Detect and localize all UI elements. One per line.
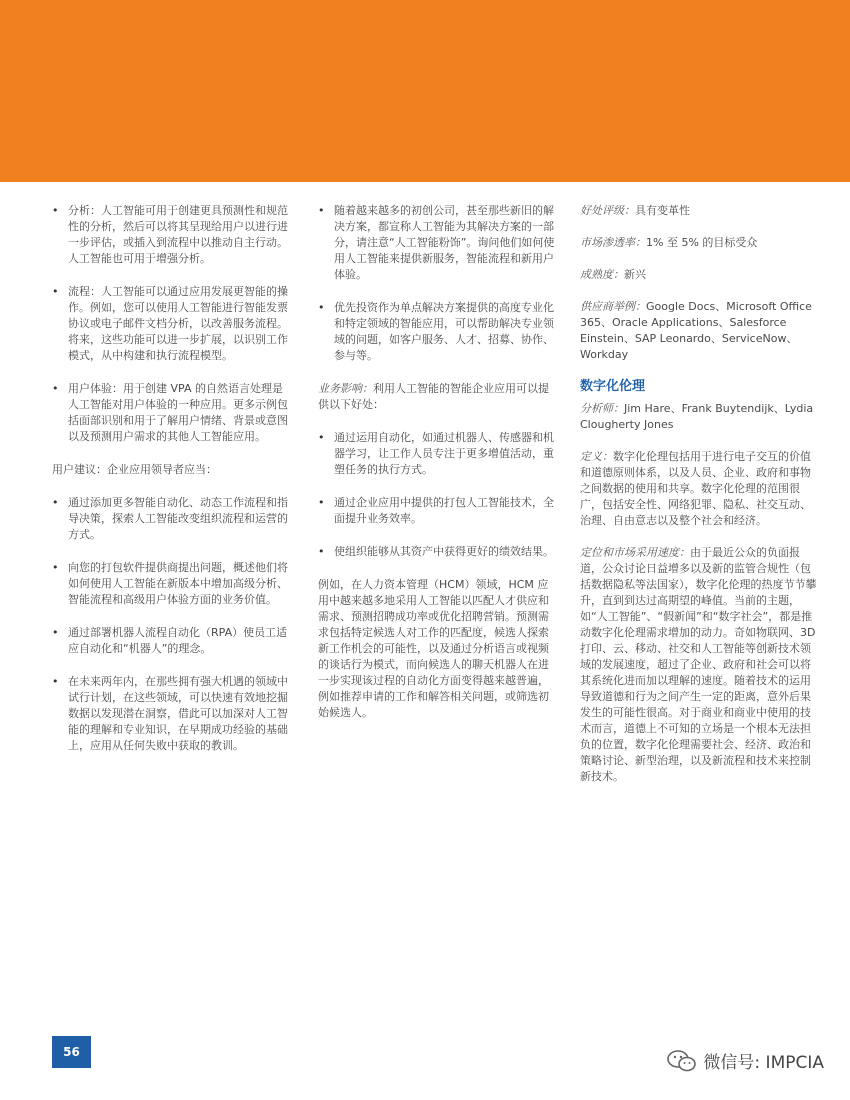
business-impact-label: 业务影响： bbox=[318, 382, 373, 395]
market-penetration bbox=[580, 235, 820, 251]
maturity bbox=[580, 267, 820, 283]
list-item: • 在未来两年内，在那些拥有强大机遇的领域中试行计划，在这些领域，可以快速有效地挖掘数据以发现潜在洞察，借此可以加深对人工智能的理解和专业知识，在早期成功经验的基础上，应用从任何失败中获取的教训。 bbox=[52, 674, 292, 754]
user-advice-heading: 用户建议：企业应用领导者应当： bbox=[52, 463, 217, 476]
list-item: • 通过企业应用中提供的打包人工智能技术，全面提升业务效率。 bbox=[318, 495, 556, 527]
list-item: • 通过部署机器人流程自动化（RPA）使员工适应自动化和“机器人”的理念。 bbox=[52, 625, 292, 657]
business-impact-text: 利用人工智能的智能企业应用可以提供以下好处： bbox=[318, 382, 549, 411]
bullet-list-a bbox=[318, 203, 556, 364]
bullet-list-a bbox=[52, 203, 292, 445]
wechat-icon bbox=[667, 1050, 697, 1072]
wechat-watermark bbox=[667, 1048, 824, 1073]
list-item: • 流程：人工智能可以通过应用发展更智能的操作。例如，您可以使用人工智能进行智能发票协议或电子邮件文档分析，以改善服务流程。将来，这些功能可以进一步扩展，以识别工作模式，从中构建和执行流程模型。 bbox=[52, 284, 292, 364]
maturity-value: 新兴 bbox=[624, 268, 646, 281]
list-item: • 用户体验：用于创建 VPA 的自然语言处理是人工智能对用户体验的一种应用。更多示例包括面部识别和用于了解用户情绪、背景或意图以及预测用户需求的其他人工智能应用。 bbox=[52, 381, 292, 445]
column-3 bbox=[580, 203, 820, 801]
analysts bbox=[580, 401, 820, 433]
business-impact bbox=[318, 381, 556, 413]
benefit-rating-label: 好处评级： bbox=[580, 204, 635, 217]
definition-text: 数字化伦理包括用于进行电子交互的价值和道德原则体系，以及人员、企业、政府和事物之间数据的使用和共享。数字化伦理的范围很广，包括安全性、网络犯罪、隐私、社交互动、治理、自由意志以及整个社会和经济。 bbox=[580, 450, 811, 527]
sample-vendors-label: 供应商举例： bbox=[580, 300, 646, 313]
analysts-label: 分析师： bbox=[580, 402, 624, 415]
maturity-label: 成熟度： bbox=[580, 268, 624, 281]
position-adoption bbox=[580, 545, 820, 785]
bullet-list-b bbox=[318, 430, 556, 560]
position-adoption-text: 由于最近公众的负面报道，公众讨论日益增多以及新的监管合规性（包括数据隐私等法国家），数字化伦理的热度节节攀升，直到到达过高期望的峰值。当前的主题，如“人工智能”、“假新闻”和“数字社会”，都是推动数字化伦理需求增加的动力。奇如物联网、3D 打印、云、移动、社交和人工智能等创新技术领域的发展速度，超过了企业、政府和社会可以将其系统化进而加以理解的速度。随着技术的运用导致道德和行为之间产生一定的距离，意外后果发生的可能性很高。对于商业和商业中使用的技术而言，道德上不可知的立场是一个根本无法担负的位置，数字化伦理需要社会、经济、政治和策略讨论、新型治理，以及新流程和技术来控制新技术。 bbox=[580, 546, 817, 783]
definition bbox=[580, 449, 820, 529]
list-item: • 向您的打包软件提供商提出问题，概述他们将如何使用人工智能在新版本中增加高级分析、智能流程和高级用户体验方面的业务价值。 bbox=[52, 560, 292, 608]
bullet-list-b bbox=[52, 495, 292, 754]
list-item: • 分析：人工智能可用于创建更具预测性和规范性的分析，然后可以将其呈现给用户以进行进一步评估，或插入到流程中以推动自主行动。人工智能也可用于增强分析。 bbox=[52, 203, 292, 267]
sample-vendors bbox=[580, 299, 820, 363]
header-banner bbox=[0, 0, 850, 182]
list-item: • 通过添加更多智能自动化、动态工作流程和指导决策，探索人工智能改变组织流程和运营的方式。 bbox=[52, 495, 292, 543]
hcm-paragraph: 例如，在人力资本管理（HCM）领域，HCM 应用中越来越多地采用人工智能以匹配人才供应和需求、预测招聘成功率或优化招聘营销。预测需求包括特定候选人对工作的匹配度，候选人探索新工作机会的可能性，以及通过分析语言或视频的谈话行为模式，而向候选人的聊天机器人在进一步实现该过程的自动化方面变得越来越普遍，例如推荐申请的工作和解答相关问题，或筛选初始候选人。 bbox=[318, 578, 549, 719]
sample-vendors-value: Google Docs、Microsoft Office 365、Oracle Applications、Salesforce Einstein、SAP Leonardo、ServiceNow、Workday bbox=[580, 300, 812, 361]
column-2 bbox=[318, 203, 556, 738]
list-item: • 优先投资作为单点解决方案提供的高度专业化和特定领域的智能应用，可以帮助解决专业领域的问题，如客户服务、人才、招募、协作、参与等。 bbox=[318, 300, 556, 364]
page-number: 56 bbox=[52, 1036, 91, 1068]
watermark-text: 微信号: IMPCIA bbox=[703, 1053, 824, 1073]
position-adoption-label: 定位和市场采用速度： bbox=[580, 546, 690, 559]
market-penetration-label: 市场渗透率： bbox=[580, 236, 646, 249]
list-item: • 使组织能够从其资产中获得更好的绩效结果。 bbox=[318, 544, 556, 560]
list-item: • 随着越来越多的初创公司，甚至那些新旧的解决方案，都宣称人工智能为其解决方案的一部分，请注意“人工智能粉饰”。询问他们如何使用人工智能来提供新服务，智能流程和新用户体验。 bbox=[318, 203, 556, 283]
benefit-rating-value: 具有变革性 bbox=[635, 204, 690, 217]
column-1 bbox=[52, 203, 292, 771]
definition-label: 定义： bbox=[580, 450, 613, 463]
benefit-rating bbox=[580, 203, 820, 219]
analysts-value: Jim Hare、Frank Buytendijk、Lydia Clougherty Jones bbox=[580, 402, 814, 431]
list-item: • 通过运用自动化，如通过机器人、传感器和机器学习，让工作人员专注于更多增值活动，重塑任务的执行方式。 bbox=[318, 430, 556, 478]
market-penetration-value: 1% 至 5% 的目标受众 bbox=[646, 236, 758, 249]
section-title: 数字化伦理 bbox=[580, 379, 646, 394]
